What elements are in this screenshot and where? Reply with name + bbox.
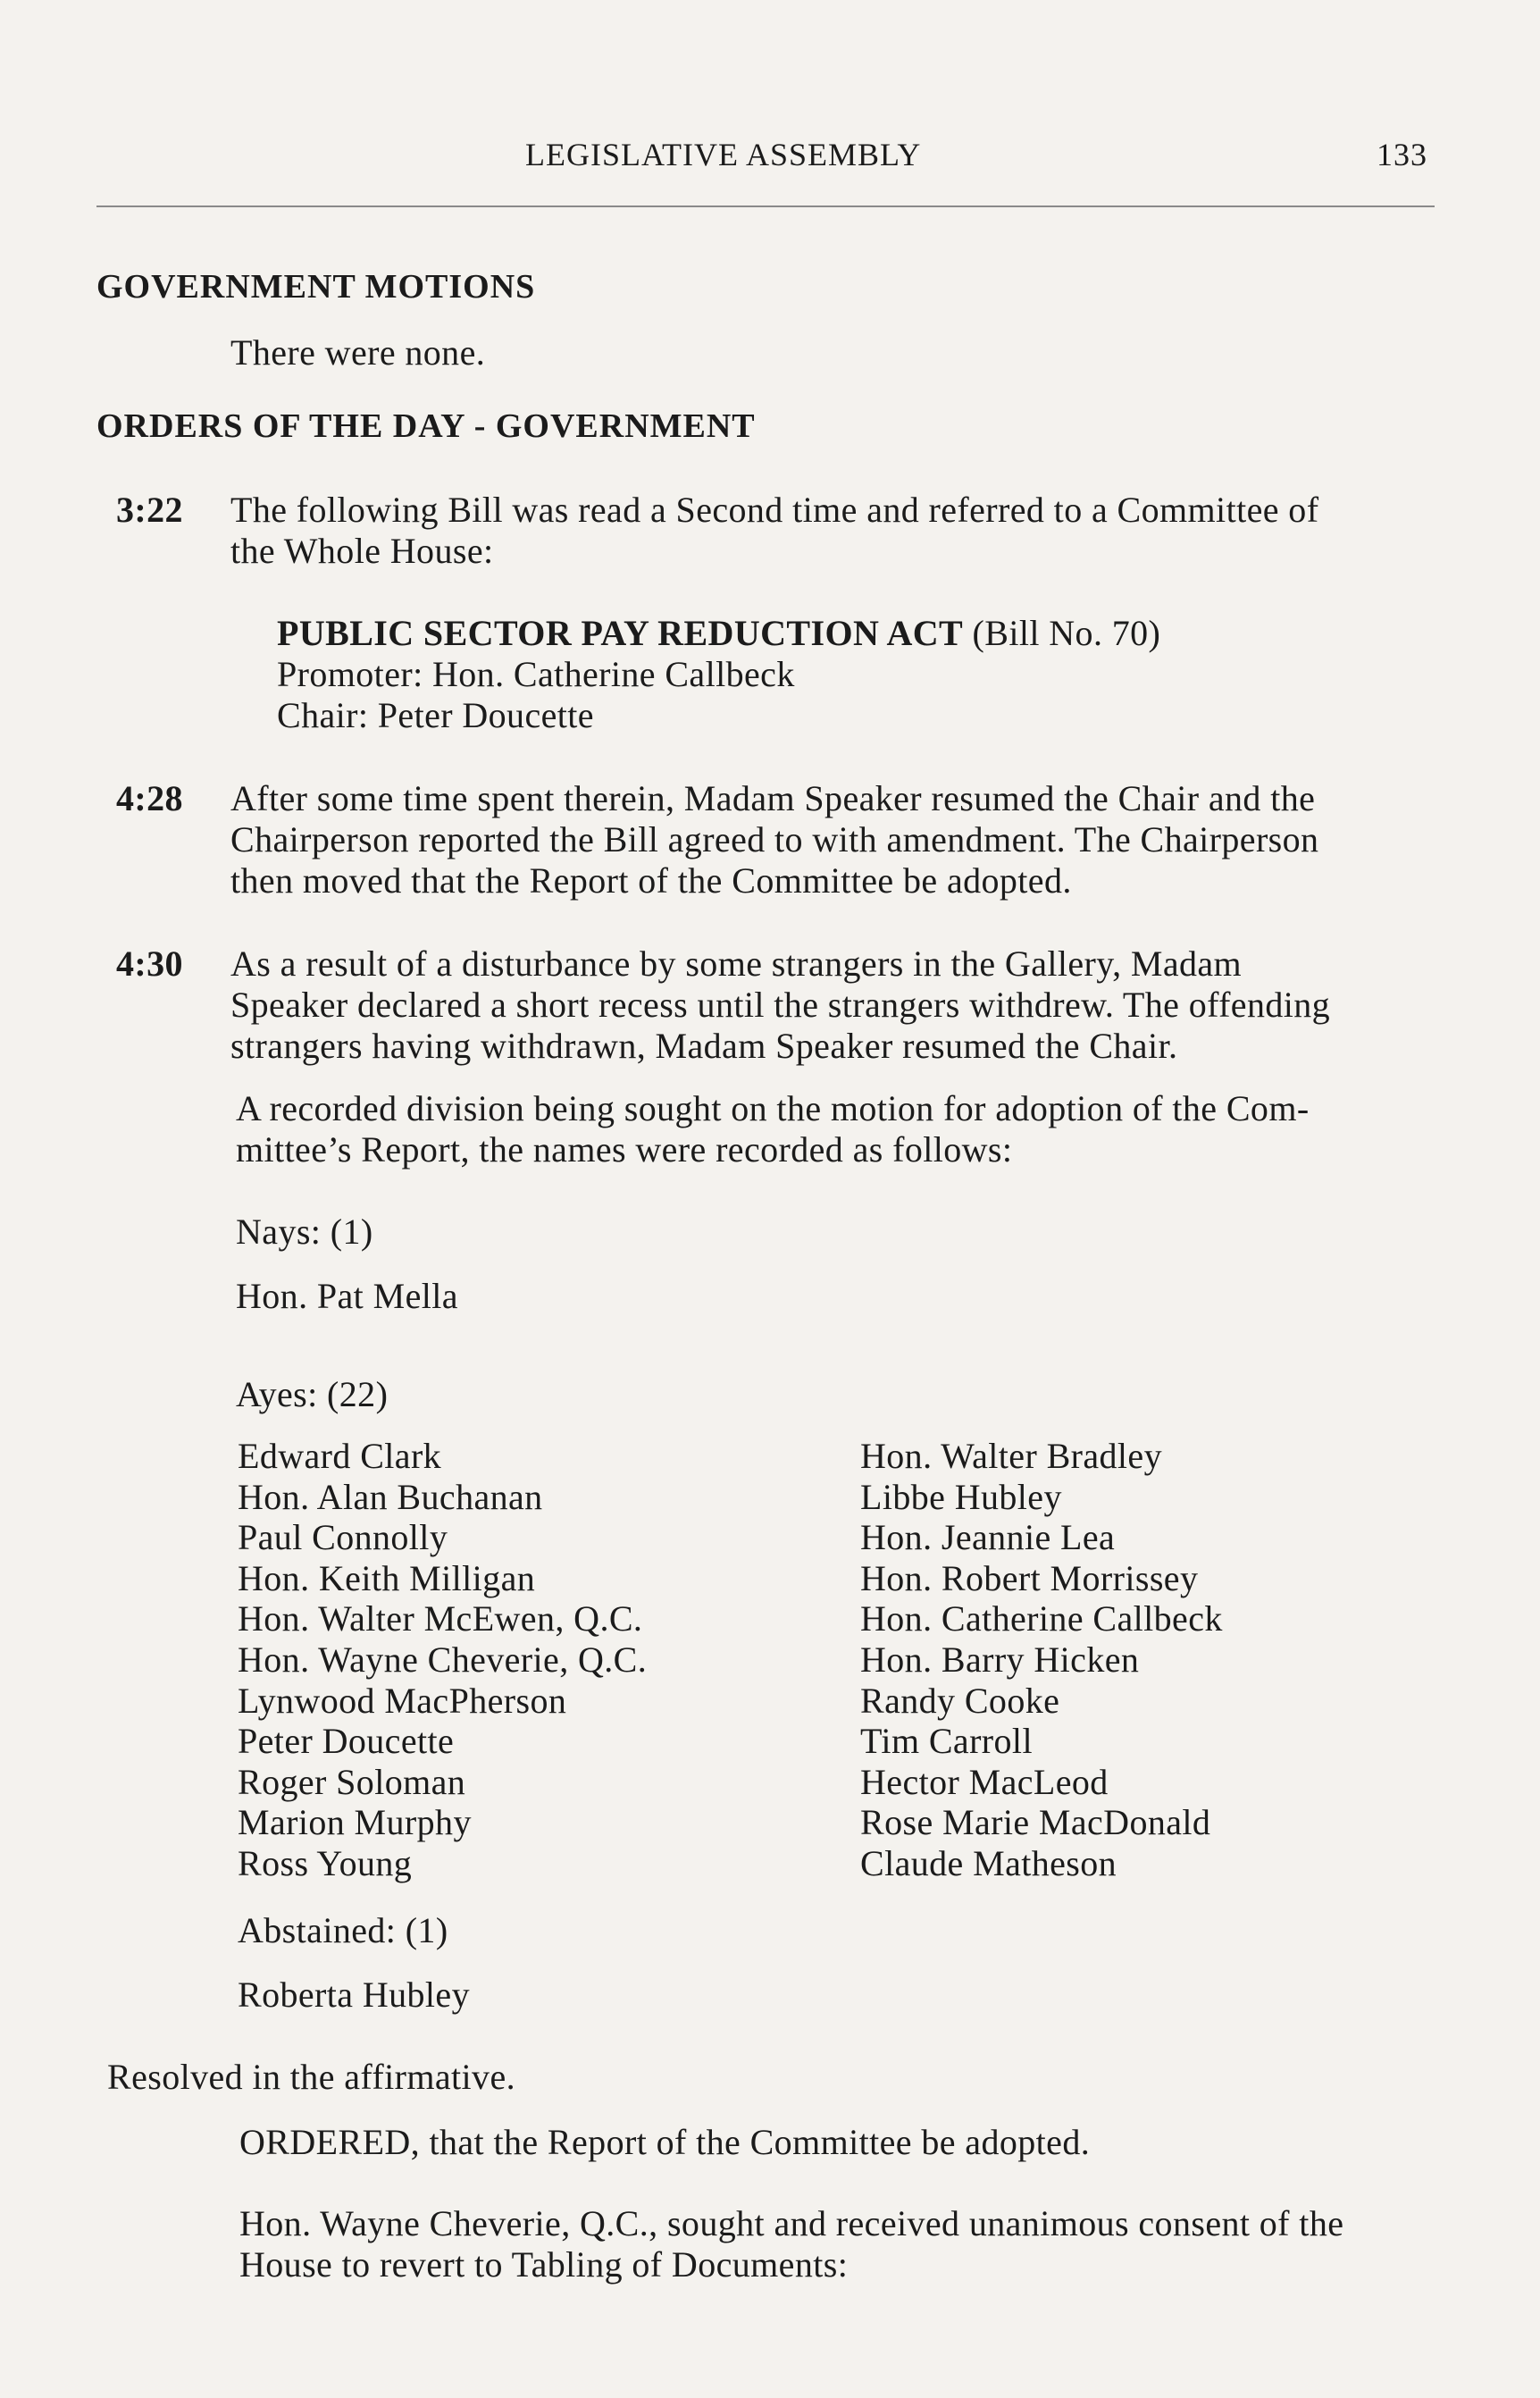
nays-label: Nays: (1) <box>236 1212 373 1252</box>
list-item: Hector MacLeod <box>860 1761 1109 1802</box>
entry-430-line-1: As a result of a disturbance by some strangers in the Gallery, Madam <box>230 943 1243 984</box>
list-item: Marion Murphy <box>238 1802 472 1843</box>
list-item: Edward Clark <box>238 1436 442 1476</box>
list-item: Libbe Hubley <box>860 1476 1062 1517</box>
ayes-label: Ayes: (22) <box>236 1374 389 1414</box>
entry-428-line-3: then moved that the Report of the Committee be adopted. <box>230 860 1072 901</box>
entry-322-line-1: The following Bill was read a Second time and referred to a Committee of <box>230 490 1319 530</box>
bill-chair: Chair: Peter Doucette <box>277 695 594 735</box>
abstained-member: Roberta Hubley <box>238 1975 470 2015</box>
bill-title: PUBLIC SECTOR PAY REDUCTION ACT <box>277 613 964 653</box>
list-item: Peter Doucette <box>238 1721 455 1762</box>
list-item: Hon. Walter Bradley <box>860 1436 1162 1476</box>
entry-430-line-2: Speaker declared a short recess until the strangers withdrew. The offending <box>230 985 1331 1025</box>
ayes-right-column <box>860 1436 1223 1884</box>
list-item: Hon. Robert Morrissey <box>860 1557 1199 1598</box>
list-item: Tim Carroll <box>860 1721 1033 1762</box>
entry-time-428: 4:28 <box>116 778 183 818</box>
header-rule <box>96 205 1435 207</box>
government-motions-text: There were none. <box>230 332 486 373</box>
ordered-text: ORDERED, that the Report of the Committee be adopted. <box>239 2122 1091 2162</box>
bill-number: (Bill No. 70) <box>972 613 1161 653</box>
abstained-label: Abstained: (1) <box>238 1910 448 1950</box>
page-number: 133 <box>1377 137 1427 172</box>
list-item: Hon. Jeannie Lea <box>860 1517 1116 1558</box>
list-item: Hon. Walter McEwen, Q.C. <box>238 1598 643 1639</box>
list-item: Hon. Keith Milligan <box>238 1557 536 1598</box>
section-heading-orders-of-the-day: ORDERS OF THE DAY - GOVERNMENT <box>96 407 756 445</box>
entry-428-line-1: After some time spent therein, Madam Speaker resumed the Chair and the <box>230 778 1316 818</box>
entry-time-430: 4:30 <box>116 943 183 984</box>
list-item: Lynwood MacPherson <box>238 1680 567 1721</box>
list-item: Roger Soloman <box>238 1761 466 1802</box>
bill-title-line <box>277 613 1160 654</box>
entry-428-line-2: Chairperson reported the Bill agreed to with amendment. The Chairperson <box>230 819 1319 859</box>
list-item: Hon. Catherine Callbeck <box>860 1598 1223 1639</box>
entry-322-line-2: the Whole House: <box>230 531 494 571</box>
list-item: Randy Cooke <box>860 1680 1060 1721</box>
list-item: Rose Marie MacDonald <box>860 1802 1211 1843</box>
list-item: Ross Young <box>238 1842 413 1883</box>
closing-line-1: Hon. Wayne Cheverie, Q.C., sought and received unanimous consent of the <box>239 2203 1344 2243</box>
list-item: Hon. Wayne Cheverie, Q.C. <box>238 1639 648 1680</box>
nays-member: Hon. Pat Mella <box>236 1276 458 1316</box>
division-intro-line-1: A recorded division being sought on the motion for adoption of the Com- <box>236 1088 1310 1128</box>
entry-time-322: 3:22 <box>116 490 183 530</box>
list-item: Claude Matheson <box>860 1842 1117 1883</box>
bill-promoter: Promoter: Hon. Catherine Callbeck <box>277 654 795 694</box>
section-heading-government-motions: GOVERNMENT MOTIONS <box>96 268 536 306</box>
division-intro-line-2: mittee’s Report, the names were recorded as follows: <box>236 1129 1013 1170</box>
list-item: Hon. Barry Hicken <box>860 1639 1140 1680</box>
running-header-title: LEGISLATIVE ASSEMBLY <box>525 137 922 172</box>
entry-430-line-3: strangers having withdrawn, Madam Speaker resumed the Chair. <box>230 1026 1178 1066</box>
ayes-left-column <box>238 1436 647 1884</box>
list-item: Paul Connolly <box>238 1517 448 1558</box>
closing-line-2: House to revert to Tabling of Documents: <box>239 2244 849 2285</box>
resolved-text: Resolved in the affirmative. <box>107 2057 516 2097</box>
list-item: Hon. Alan Buchanan <box>238 1476 543 1517</box>
